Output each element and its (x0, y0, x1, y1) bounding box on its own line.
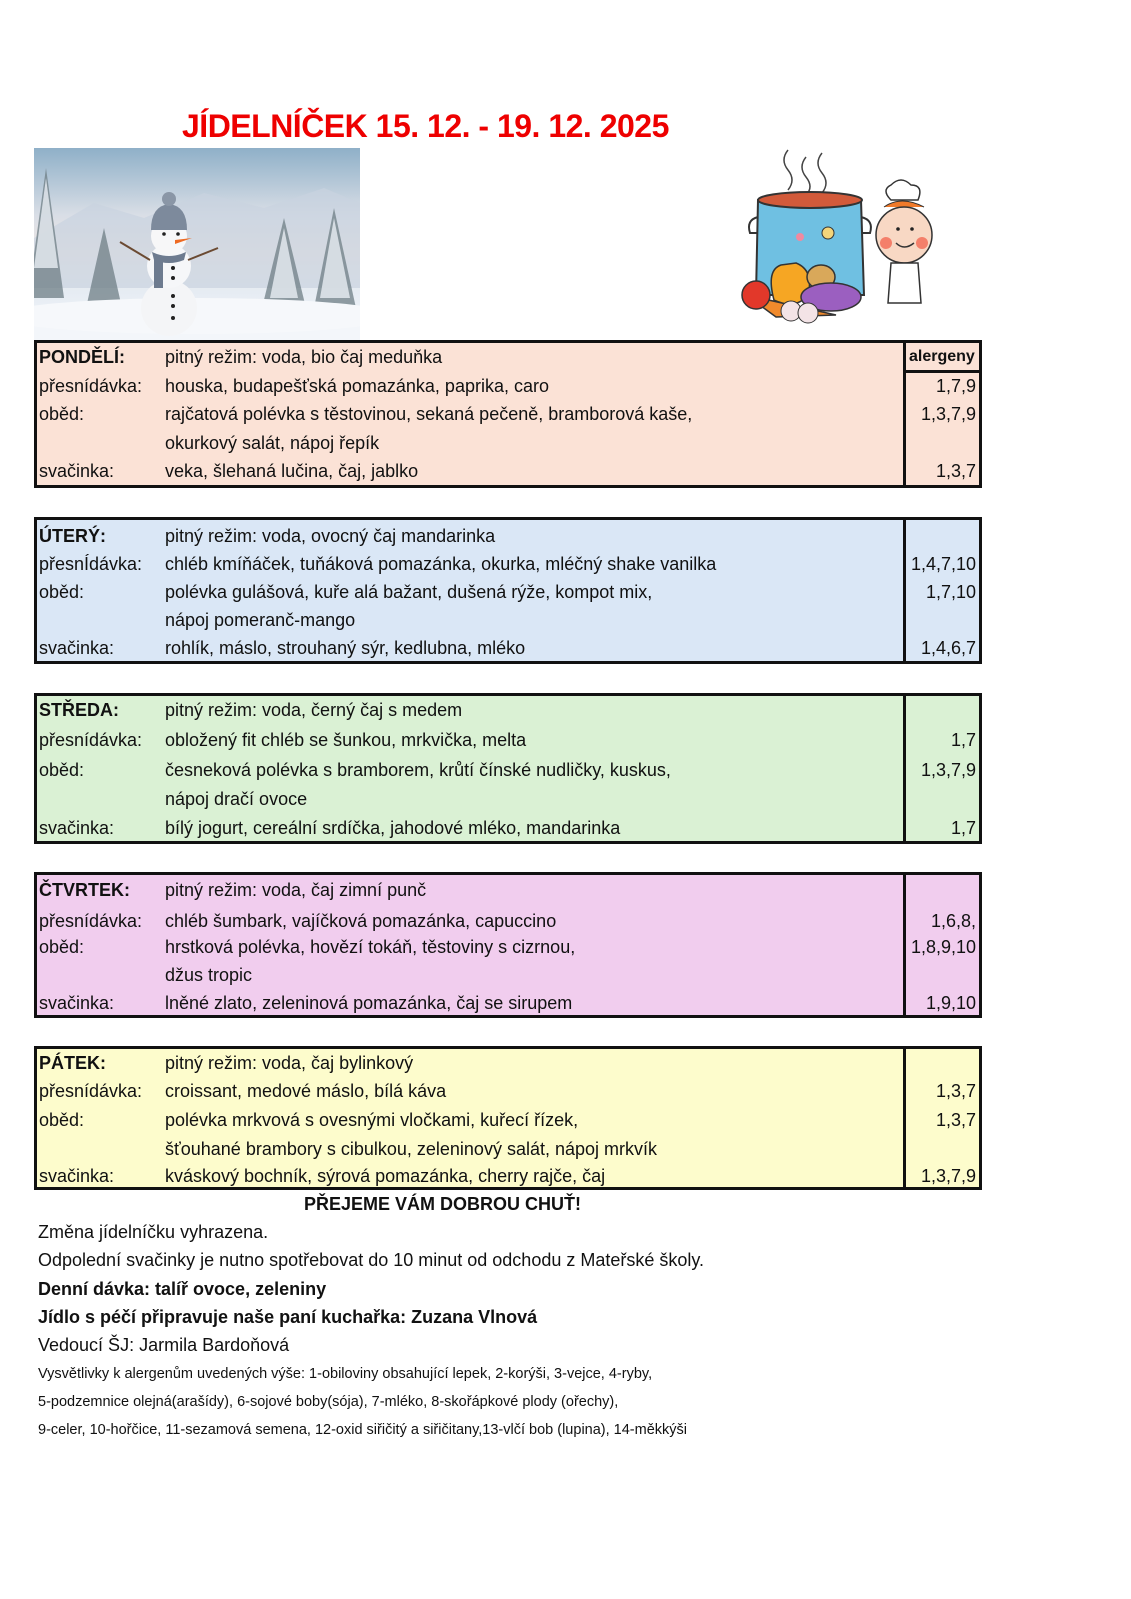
meal-label: svačinka: (39, 818, 115, 838)
menu-row (37, 343, 979, 371)
allergens: 1,7 (950, 730, 976, 750)
menu-text: kváskový bochník, sýrová pomazánka, cherry rajče, čaj (165, 1166, 606, 1186)
allergens: 1,4,6,7 (920, 638, 976, 658)
menu-text: hrstková polévka, hovězí tokáň, těstoviny s cizrnou, (165, 937, 576, 957)
meal-label: svačinka: (39, 461, 115, 481)
menu-row (37, 400, 979, 428)
menu-text: šťouhané brambory s cibulkou, zeleninový salát, nápoj mrkvík (165, 1139, 657, 1159)
menu-row (37, 989, 979, 1017)
menu-row (37, 726, 979, 754)
allergens: 1,6,8, (930, 911, 976, 931)
menu-text: rajčatová polévka s těstovinou, sekaná pečeně, bramborová kaše, (165, 404, 693, 424)
menu-text: česneková polévka s bramborem, krůtí čínské nudličky, kuskus, (165, 760, 671, 780)
menu-text: chléb kmíňáček, tuňáková pomazánka, okurka, mléčný shake vanilka (165, 554, 717, 574)
allergen-header: alergeny (906, 343, 979, 373)
menu-row (37, 961, 979, 989)
day-wednesday (34, 693, 982, 844)
menu-row (37, 907, 979, 935)
menu-text: okurkový salát, nápoj řepík (165, 433, 380, 453)
menu-text: polévka mrkvová s ovesnými vločkami, kuřecí řízek, (165, 1110, 579, 1130)
afternoon-snack-note: Odpolední svačinky je nutno spotřebovat do 10 minut od odchodu z Mateřské školy. (38, 1250, 705, 1270)
menu-text: bílý jogurt, cereální srdíčka, jahodové mléko, mandarinka (165, 818, 621, 838)
allergens: 1,3,7 (935, 1110, 976, 1130)
menu-row (37, 1135, 979, 1163)
allergens: 1,7,9 (935, 376, 976, 396)
menu-text: pitný režim: voda, ovocný čaj mandarinka (165, 526, 496, 546)
menu-text: obložený fit chléb se šunkou, mrkvička, melta (165, 730, 527, 750)
meal-label: oběd: (39, 1110, 85, 1130)
meal-label: přesnídávka: (39, 911, 143, 931)
menu-row (37, 1106, 979, 1134)
chef-pot-illustration (736, 145, 952, 340)
menu-row (37, 933, 979, 961)
menu-text: nápoj pomeranč-mango (165, 610, 356, 630)
daily-dose-note: Denní dávka: talíř ovoce, zeleniny (38, 1279, 327, 1299)
kitchen-head-note: Vedoucí ŠJ: Jarmila Bardoňová (38, 1335, 290, 1355)
menu-text: rohlík, máslo, strouhaný sýr, kedlubna, mléko (165, 638, 526, 658)
day-monday (34, 340, 982, 488)
meal-label: přesnídávka: (39, 730, 143, 750)
meal-label: oběd: (39, 937, 85, 957)
meal-label: svačinka: (39, 993, 115, 1013)
menu-text: veka, šlehaná lučina, čaj, jablko (165, 461, 419, 481)
menu-row (37, 1162, 979, 1190)
allergens: 1,4,7,10 (910, 554, 976, 574)
meal-label: svačinka: (39, 638, 115, 658)
menu-row (37, 1077, 979, 1105)
menu-text: pitný režim: voda, čaj zimní punč (165, 880, 427, 900)
menu-text: croissant, medové máslo, bílá káva (165, 1081, 447, 1101)
day-friday (34, 1046, 982, 1190)
allergens: 1,3,7 (935, 1081, 976, 1101)
allergens: 1,3,7,9 (920, 404, 976, 424)
meal-label: přesnÍdávka: (39, 554, 143, 574)
menu-text: lněné zlato, zeleninová pomazánka, čaj se sirupem (165, 993, 573, 1013)
bon-appetit-message: PŘEJEME VÁM DOBROU CHUŤ! (304, 1194, 582, 1214)
meal-label: přesnídávka: (39, 376, 143, 396)
meal-label: oběd: (39, 404, 85, 424)
menu-change-note: Změna jídelníčku vyhrazena. (38, 1222, 269, 1242)
menu-row (37, 372, 979, 400)
allergen-legend-line: Vysvětlivky k alergenům uvedených výše: 1-obiloviny obsahující lepek, 2-korýši, 3-vejce, 4-ryby, (38, 1366, 653, 1382)
menu-row (37, 696, 979, 724)
menu-row (37, 522, 979, 550)
menu-row (37, 756, 979, 784)
menu-row (37, 457, 979, 485)
meal-label: přesnídávka: (39, 1081, 143, 1101)
cook-note: Jídlo s péčí připravuje naše paní kuchařka: Zuzana Vlnová (38, 1307, 538, 1327)
allergens: 1,9,10 (925, 993, 976, 1013)
menu-text: pitný režim: voda, čaj bylinkový (165, 1053, 414, 1073)
allergens: 1,3,7 (935, 461, 976, 481)
menu-row (37, 634, 979, 662)
menu-row (37, 429, 979, 457)
menu-row (37, 606, 979, 634)
allergen-legend-line: 9-celer, 10-hořčice, 11-sezamová semena, 12-oxid siřičitý a siřičitany,13-vlčí bob (lupina), 14-měkkýši (38, 1422, 687, 1438)
allergens: 1,3,7,9 (920, 1166, 976, 1186)
menu-text: nápoj dračí ovoce (165, 789, 308, 809)
menu-text: houska, budapešťská pomazánka, paprika, caro (165, 376, 549, 396)
menu-text: polévka gulášová, kuře alá bažant, dušená rýže, kompot mix, (165, 582, 653, 602)
allergens: 1,7 (950, 818, 976, 838)
menu-text: chléb šumbark, vajíčková pomazánka, capuccino (165, 911, 557, 931)
menu-row (37, 876, 979, 904)
day-name: PONDĚLÍ: (39, 347, 126, 367)
menu-text: džus tropic (165, 965, 253, 985)
menu-row (37, 578, 979, 606)
menu-text: pitný režim: voda, černý čaj s medem (165, 700, 463, 720)
menu-row (37, 785, 979, 813)
menu-row (37, 1049, 979, 1077)
allergens: 1,7,10 (925, 582, 976, 602)
menu-row (37, 814, 979, 842)
day-name: PÁTEK: (39, 1053, 106, 1073)
day-thursday (34, 872, 982, 1018)
allergens: 1,3,7,9 (920, 760, 976, 780)
allergen-legend-line: 5-podzemnice olejná(arašídy), 6-sojové boby(sója), 7-mléko, 8-skořápkové plody (ořechy), (38, 1394, 619, 1410)
day-name: ČTVRTEK: (39, 880, 130, 900)
day-tuesday (34, 517, 982, 664)
day-name: STŘEDA: (39, 700, 119, 720)
menu-text: pitný režim: voda, bio čaj meduňka (165, 347, 443, 367)
allergens: 1,8,9,10 (910, 937, 976, 957)
snowman-image (34, 148, 360, 340)
meal-label: oběd: (39, 760, 85, 780)
page-title: JÍDELNÍČEK 15. 12. - 19. 12. 2025 (182, 108, 669, 144)
meal-label: svačinka: (39, 1166, 115, 1186)
day-name: ÚTERÝ: (39, 526, 106, 546)
meal-label: oběd: (39, 582, 85, 602)
menu-row (37, 550, 979, 578)
